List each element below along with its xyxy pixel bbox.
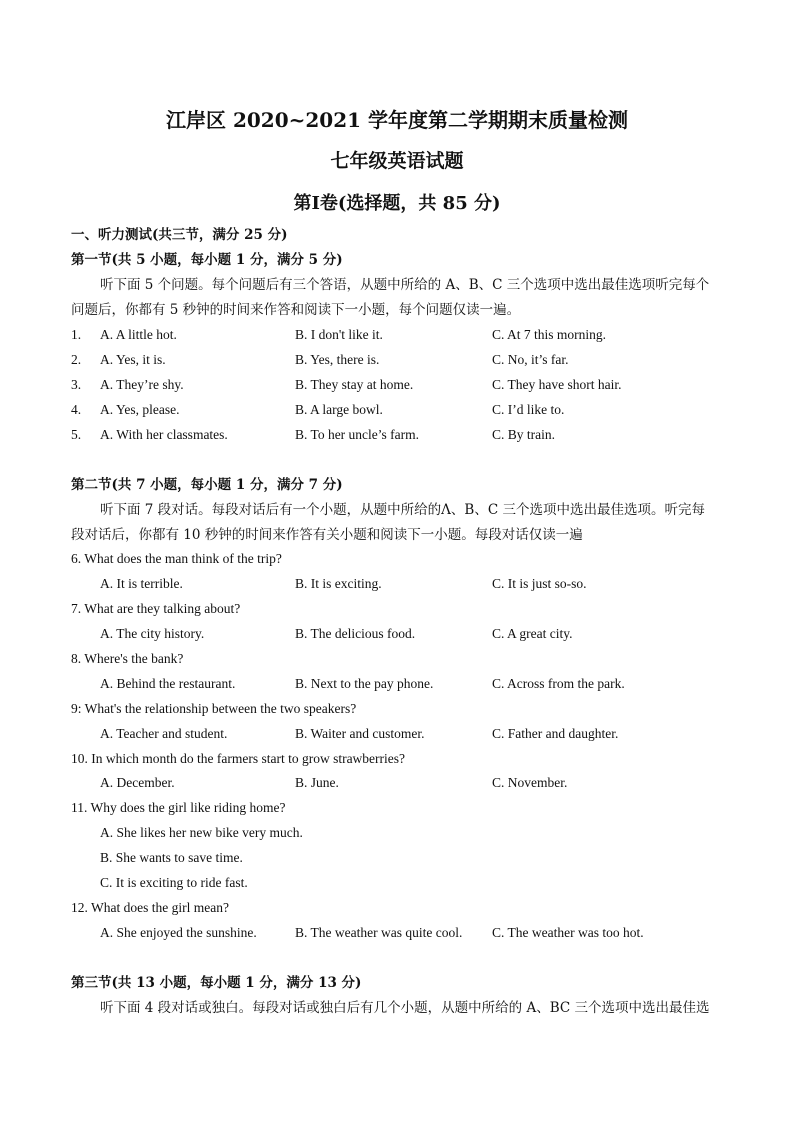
option-c: C. At 7 this morning. <box>492 327 607 342</box>
option-c: C. I’d like to. <box>492 402 565 417</box>
section3-instruction-line1: 听下面 4 段对话或独白。每段对话或独白后有几个小题，从题中所给的 A、BC 三个选项中选出最佳选 <box>100 1000 710 1016</box>
volume-title: 第Ⅰ卷(选择题，共 85 分) <box>293 193 501 214</box>
question-number: 2. <box>71 352 82 367</box>
option-a: A. Yes, please. <box>100 402 180 417</box>
part-heading-listening: 一、听力测试(共三节，满分 25 分) <box>71 227 288 243</box>
question-11-text: 11. Why does the girl like riding home? <box>71 800 286 815</box>
option-b: B. To her uncle’s farm. <box>295 427 420 442</box>
option-a: A. Yes, it is. <box>100 352 166 367</box>
question-number: 1. <box>71 327 82 342</box>
option-c: C. No, it’s far. <box>492 352 569 367</box>
section1-instruction-line1: 听下面 5 个问题。每个问题后有三个答语，从题中所给的 A、B、C 三个选项中选出最佳选项听完每个 <box>100 277 710 293</box>
option-b: B. Waiter and customer. <box>295 726 425 741</box>
question-12-text: 12. What does the girl mean? <box>71 900 229 915</box>
option-b: B. I don't like it. <box>295 327 383 342</box>
option-b: B. Next to the pay phone. <box>295 676 434 691</box>
exam-subtitle: 七年级英语试题 <box>330 150 464 172</box>
option-a: A. She enjoyed the sunshine. <box>100 925 257 940</box>
option-a: A. With her classmates. <box>100 427 228 442</box>
option-c: C. Father and daughter. <box>492 726 619 741</box>
section3-heading: 第三节(共 13 小题，每小题 1 分，满分 13 分) <box>71 975 362 991</box>
section2-heading: 第二节(共 7 小题，每小题 1 分，满分 7 分) <box>71 477 343 493</box>
question-number: 4. <box>71 402 82 417</box>
option-a: A. December. <box>100 775 175 790</box>
option-b: B. The weather was quite cool. <box>295 925 463 940</box>
option-a: A. Teacher and student. <box>100 726 228 741</box>
option-a: A. It is terrible. <box>100 576 183 591</box>
question-9-text: 9: What's the relationship between the two speakers? <box>71 701 357 716</box>
option-c: C. A great city. <box>492 626 573 641</box>
section1-instruction-line2: 问题后，你都有 5 秒钟的时间来作答和阅读下一小题，每个问题仅读一遍。 <box>71 302 521 318</box>
option-c: C. They have short hair. <box>492 377 622 392</box>
option-c: C. Across from the park. <box>492 676 625 691</box>
section2-instruction-line2: 段对话后，你都有 10 秒钟的时间来作答有关小题和阅读下一小题。每段对话仅读一遍 <box>71 527 583 543</box>
option-b: B. Yes, there is. <box>295 352 380 367</box>
option-c: C. It is just so-so. <box>492 576 587 591</box>
option-a: A. A little hot. <box>100 327 177 342</box>
question-6-text: 6. What does the man think of the trip? <box>71 551 282 566</box>
option-c: C. November. <box>492 775 568 790</box>
option-c: C. By train. <box>492 427 555 442</box>
option-b: B. They stay at home. <box>295 377 414 392</box>
question-8-text: 8. Where's the bank? <box>71 651 184 666</box>
option-b: B. A large bowl. <box>295 402 383 417</box>
option-a: A. Behind the restaurant. <box>100 676 236 691</box>
option-b: B. She wants to save time. <box>100 850 243 865</box>
option-b: B. It is exciting. <box>295 576 382 591</box>
section1-heading: 第一节(共 5 小题，每小题 1 分，满分 5 分) <box>71 252 343 268</box>
section2-instruction-line1: 听下面 7 段对话。每段对话后有一个小题，从题中所给的Λ、B、C 三个选项中选出最佳选项。听完每 <box>100 502 705 518</box>
option-c: C. It is exciting to ride fast. <box>100 875 248 890</box>
exam-title: 江岸区 2020~2021 学年度第二学期期末质量检测 <box>165 108 628 132</box>
option-b: B. June. <box>295 775 339 790</box>
question-7-text: 7. What are they talking about? <box>71 601 241 616</box>
question-10-text: 10. In which month do the farmers start to grow strawberries? <box>71 751 406 766</box>
option-a: A. They’re shy. <box>100 377 184 392</box>
option-c: C. The weather was too hot. <box>492 925 644 940</box>
question-number: 3. <box>71 377 82 392</box>
option-a: A. She likes her new bike very much. <box>100 825 303 840</box>
option-a: A. The city history. <box>100 626 205 641</box>
option-b: B. The delicious food. <box>295 626 416 641</box>
question-number: 5. <box>71 427 82 442</box>
